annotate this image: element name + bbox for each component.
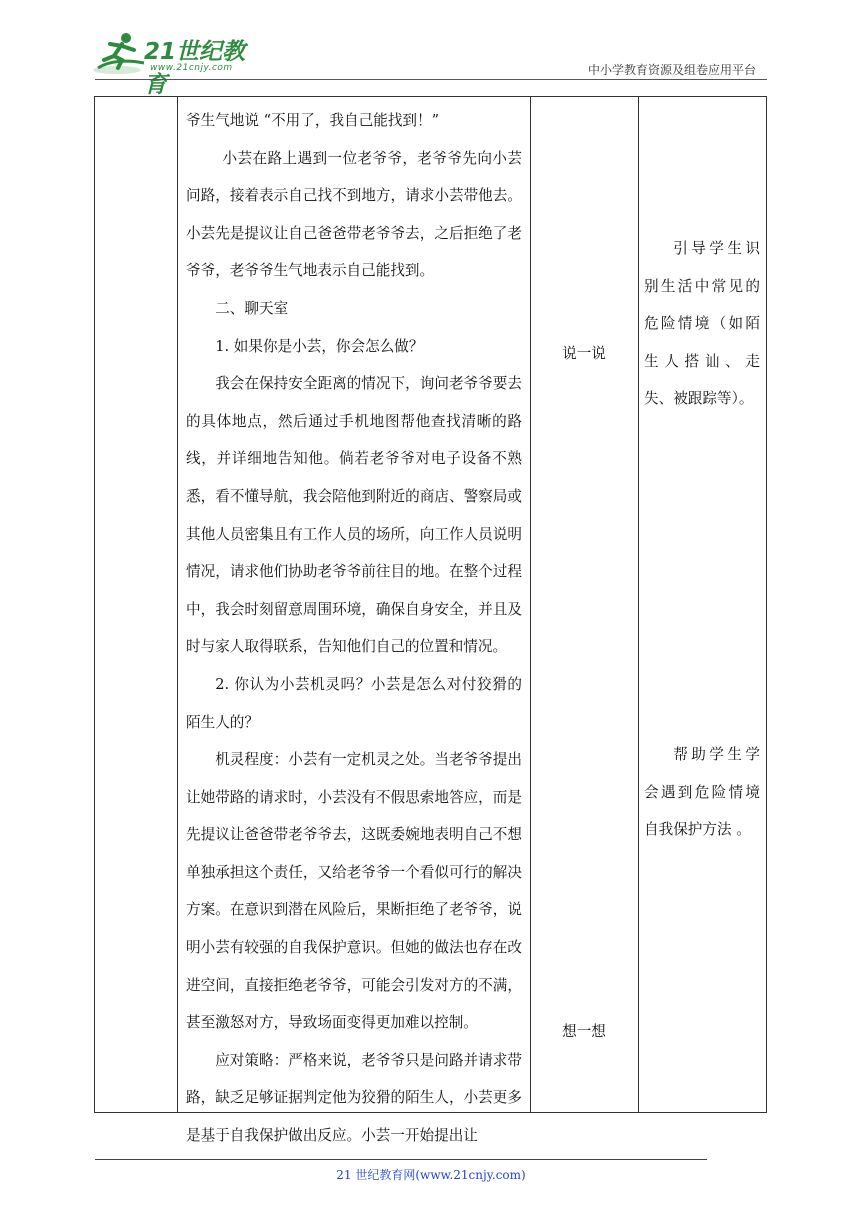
footer-link[interactable]: 21 世纪教育网(www.21cnjy.com) xyxy=(336,1168,526,1182)
content-paragraph: 爷生气地说 “不用了，我自己能找到！” xyxy=(186,112,440,129)
table-column-divider xyxy=(638,96,639,1113)
platform-name: 中小学教育资源及组卷应用平台 xyxy=(587,63,756,77)
running-figure-logo-icon xyxy=(92,30,148,78)
activity-label: 想一想 xyxy=(562,1023,606,1040)
section-heading: 二、聊天室 xyxy=(215,299,289,317)
table-column-divider xyxy=(177,96,178,1113)
question: 1. 如果你是小芸，你会怎么做？ xyxy=(215,337,424,355)
content-paragraph: 我会在保持安全距离的情况下，询问老爷爷要去的具体地点，然后通过手机地图帮他查找清晰的路线，并详细地告知他。倘若老爷爷对电子设备不熟悉，看不懂导航，我会陪他到附近的商店、警察局或其他人员密集且有工作人员的场所，向工作人员说明情况，请求他们协助老爷爷前往目的地。在整个过程中，我会时刻留意周围环境，确保自身安全，并且及时与家人取得联系，告知他们自己的位置和情况。 xyxy=(186,375,522,656)
logo-url: www.21cnjy.com xyxy=(150,63,233,73)
content-paragraph: 机灵程度：小芸有一定机灵之处。当老爷爷提出让她带路的请求时，小芸没有不假思索地答应，而是先提议让爸爸带老爷爷去，这既委婉地表明自己不想单独承担这个责任，又给老爷爷一个看似可行的解决方案。在意识到潜在风险后，果断拒绝了老爷爷，说明小芸有较强的自我保护意识。但她的做法也存在改进空间，直接拒绝老爷爷，可能会引发对方的不满，甚至激怒对方，导致场面变得更加难以控制。 xyxy=(186,751,522,1032)
content-paragraph: 应对策略：严格来说，老爷爷只是问路并请求带路，缺乏足够证据判定他为狡猾的陌生人，小芸更多是基于自我保护做出反应。小芸一开始提出让 xyxy=(186,1051,522,1145)
activity-label: 说一说 xyxy=(562,345,606,362)
page-header xyxy=(0,0,860,98)
table-column-divider xyxy=(530,96,531,1113)
site-logo[interactable] xyxy=(92,30,262,98)
logo-title: 21世纪教育 xyxy=(144,39,246,98)
teaching-goal xyxy=(644,230,760,418)
footer-divider xyxy=(95,1159,707,1160)
teaching-goal xyxy=(644,736,760,849)
lesson-content xyxy=(186,102,522,1155)
content-paragraph: 小芸在路上遇到一位老爷爷，老爷爷先向小芸问路，接着表示自己找不到地方，请求小芸带他去。小芸先是提议让自己爸爸带老爷爷去，之后拒绝了老爷爷，老爷爷生气地表示自己能找到。 xyxy=(186,149,522,280)
header-divider xyxy=(95,79,767,80)
question: 2. 你认为小芸机灵吗？小芸是怎么对付狡猾的陌生人的？ xyxy=(186,675,522,731)
goal-text: 帮助学生学会遇到危险情境自我保护方法 。 xyxy=(644,746,760,839)
goal-text: 引导学生识别生活中常见的危险情境（如陌生人搭讪、走失、被跟踪等）。 xyxy=(644,240,760,408)
